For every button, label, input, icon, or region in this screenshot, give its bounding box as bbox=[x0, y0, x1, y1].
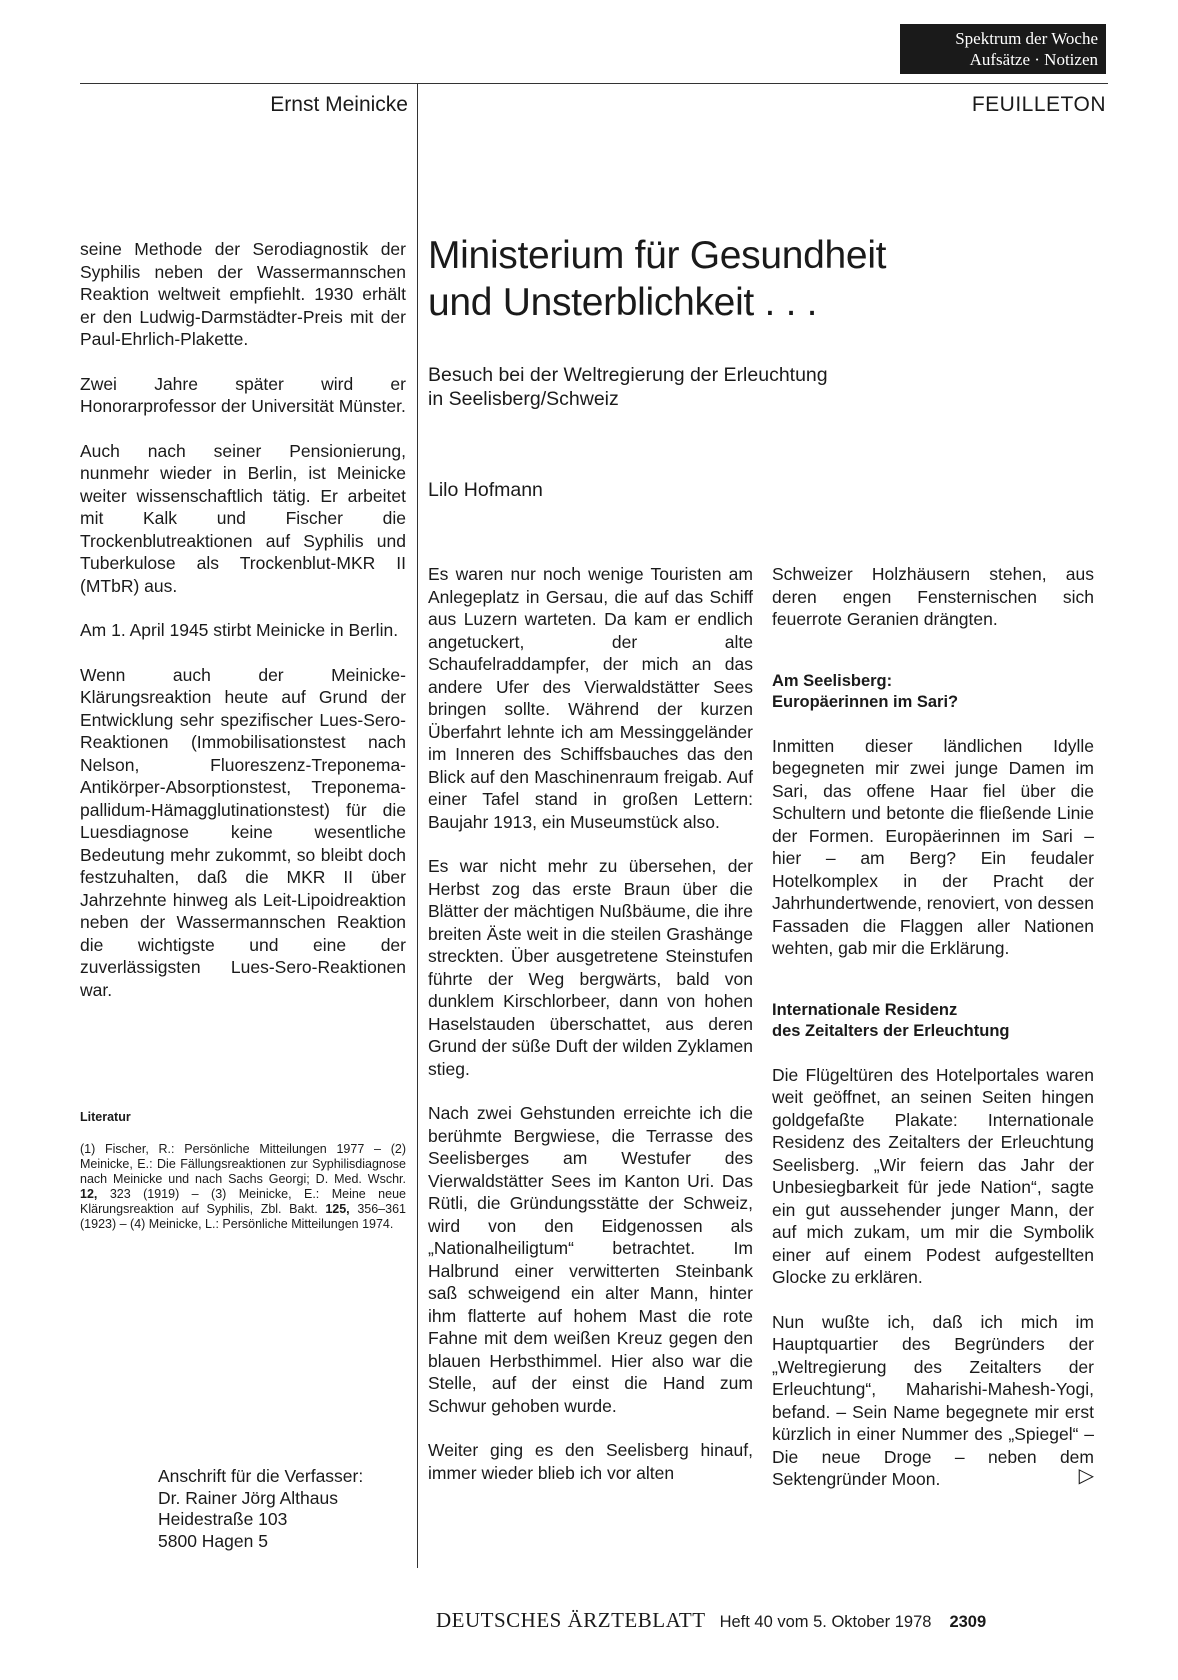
running-head-author: Ernst Meinicke bbox=[270, 93, 408, 116]
footer-journal-name: DEUTSCHES ÄRZTEBLATT bbox=[436, 1608, 706, 1632]
literature-list bbox=[80, 1142, 406, 1232]
article-paragraph-1: Es waren nur noch wenige Touristen am Anlegeplatz in Gersau, die auf das Schiff aus Luzern warteten. Da kam er endlich angetuckert, der alte Schaufelraddampfer, der mich an das andere Ufer des Vierwaldstätter Sees bringen sollte. Während der kurzen Überfahrt lehnte ich am Messinggeländer im Inneren des Schiffsbauches das den Blick auf den Maschinenraum freigab. Auf einer Tafel stand in großen Lettern: Baujahr 1913, ein Museumstück also. bbox=[428, 564, 753, 832]
headline-line-1: Ministerium für Gesundheit bbox=[428, 234, 887, 277]
literature-heading: Literatur bbox=[80, 1110, 131, 1124]
article-paragraph-7: Die Flügeltüren des Hotelportales waren weit geöffnet, an seinen Seiten hingen goldgefaßte Plakate: Internationale Residenz des Zeitalters der Erleuchtung Seelisberg. „Wir feiern das Jahr der Unbesiegbarkeit für jede Nation“, sagte ein gut aussehender junger Mann, der auf mich zukam, um mir die Symbolik einer auf einem Podest aufgestellten Glocke zu erklären. bbox=[772, 1064, 1094, 1287]
literature-part-1: (1) Fischer, R.: Persönliche Mitteilungen 1977 – (2) Meinicke, E.: Die Fällungsreaktionen zur Syphilisdiagnose nach Meinicke und nach Sachs Georgi; D. Med. Wschr. bbox=[80, 1142, 406, 1186]
literature-part-3: 356–361 (1923) – (4) Meinicke, L.: Persönliche Mitteilungen 1974. bbox=[80, 1202, 406, 1231]
article-headline bbox=[428, 232, 1068, 326]
article-paragraph-8-text: Nun wußte ich, daß ich mich im Hauptquartier des Begründers der „Weltregierung des Zeitalters der Erleuchtung“, Maharishi-Mahesh-Yogi, befand. – Sein Name begegnete mir erst kürzlich in einer Nummer des „Spiegel“ – Die neue Droge – neben dem Sektengründer Moon. bbox=[772, 1311, 1094, 1489]
running-head-section: FEUILLETON bbox=[971, 93, 1106, 116]
section-badge bbox=[900, 24, 1106, 74]
page-footer bbox=[436, 1608, 1098, 1633]
left-paragraph-3: Auch nach seiner Pensionierung, nunmehr wieder in Berlin, ist Meinicke weiter wissenschaftlich tätig. Er arbeitet mit Kalk und Fischer die Trockenblutreaktionen auf Syphilis und Tuberkulose als Trockenblut-MKR II (MTbR) aus. bbox=[80, 440, 406, 596]
column-divider bbox=[417, 83, 418, 1568]
subhead-line-1: Besuch bei der Weltregierung der Erleuchtung bbox=[428, 364, 828, 386]
literature-volume-2: 125, bbox=[325, 1202, 350, 1216]
article-paragraph-2: Es war nicht mehr zu übersehen, der Herbst zog das erste Braun über die Blätter der mächtigen Nußbäume, die ihre breiten Äste weit in die steilen Grashänge streckten. Über ausgetretene Steinstufen führte der Weg bergwärts, bald von dunklem Kirschlorbeer, dann von hohen Haselstauden überschattet, aus deren Grund der süße Duft der wilden Zyklamen stieg. bbox=[428, 856, 753, 1079]
left-column bbox=[80, 238, 406, 1023]
literature-part-2: 323 (1919) – (3) Meinicke, E.: Meine neue Klärungsreaktion auf Syphilis, Zbl. Bakt. bbox=[80, 1187, 406, 1216]
footer-page-number: 2309 bbox=[949, 1613, 987, 1631]
article-paragraph-8 bbox=[772, 1311, 1094, 1491]
header-rule bbox=[80, 83, 1108, 84]
address-line-3: Heidestraße 103 bbox=[158, 1509, 288, 1529]
left-paragraph-5: Wenn auch der Meinicke-Klärungsreaktion heute auf Grund der Entwicklung sehr spezifischer Lues-Sero-Reaktionen (Immobilisationstest nach Nelson, Fluoreszenz-Treponema-Antikörper-Absorptionstest, Treponema-pallidum-Hämagglutinationstest) für die Luesdiagnose keine wesentliche Bedeutung mehr zukommt, so bleibt doch festzuhalten, daß die MKR II über Jahrzehnte hinweg als Leit-Lipoidreaktion neben der Wassermannschen Reaktion die wichtigste und eine der zuverlässigsten Lues-Sero-Reaktionen war. bbox=[80, 664, 406, 1000]
article-column-2 bbox=[772, 563, 1094, 1513]
badge-line-2: Aufsätze · Notizen bbox=[969, 50, 1098, 69]
address-line-1: Anschrift für die Verfasser: bbox=[158, 1466, 364, 1486]
literature-volume-1: 12, bbox=[80, 1187, 98, 1201]
address-line-2: Dr. Rainer Jörg Althaus bbox=[158, 1487, 338, 1508]
badge-line-1: Spektrum der Woche bbox=[955, 29, 1098, 48]
left-paragraph-4: Am 1. April 1945 stirbt Meinicke in Berlin. bbox=[80, 620, 399, 640]
subhead-line-2: in Seelisberg/Schweiz bbox=[428, 388, 619, 410]
subtitle-residenz bbox=[772, 1000, 1094, 1042]
article-subhead bbox=[428, 363, 1068, 411]
article-paragraph-5: Schweizer Holzhäusern stehen, aus deren engen Fensternischen sich feuerrote Geranien drängten. bbox=[772, 564, 1094, 629]
article-paragraph-6: Inmitten dieser ländlichen Idylle begegneten mir zwei junge Damen im Sari, das offene Haar fiel über die Schultern und betonte die fließende Linie der Formen. Europäerinnen im Sari – hier – am Berg? Ein feudaler Hotelkomplex in der Pracht der Jahrhundertwende, renoviert, von dessen Fassaden die Flaggen aller Nationen wehten, gab mir die Erklärung. bbox=[772, 735, 1095, 958]
subtitle-seelisberg bbox=[772, 671, 1094, 713]
author-address bbox=[158, 1466, 408, 1552]
footer-issue: Heft 40 vom 5. Oktober 1978 bbox=[719, 1613, 932, 1631]
article-paragraph-3: Nach zwei Gehstunden erreichte ich die berühmte Bergwiese, die Terrasse des Seelisberges am Westufer des Vierwaldstätter Sees im Kanton Uri. Das Rütli, die Gründungsstätte der Schweiz, wird von den Eidgenossen als „Nationalheiligtum“ betrachtet. Im Halbrund einer verwitterten Steinbank saß schweigend ein alter Mann, hinter ihm flatterte auf hohem Mast die rote Fahne mit dem weißen Kreuz gegen den blauen Herbsthimmel. Hier also war die Stelle, auf der einst die Hand zum Schwur gehoben wurde. bbox=[428, 1103, 753, 1416]
article-byline: Lilo Hofmann bbox=[428, 479, 543, 501]
continue-arrow-icon: ▷ bbox=[1078, 1465, 1094, 1487]
subtitle-2-line-1: Internationale Residenz bbox=[772, 1000, 958, 1019]
headline-line-2: und Unsterblichkeit . . . bbox=[428, 281, 818, 324]
subtitle-1-line-1: Am Seelisberg: bbox=[772, 671, 893, 690]
left-paragraph-1: seine Methode der Serodiagnostik der Syphilis neben der Wassermannschen Reaktion weltweit empfiehlt. 1930 erhält er den Ludwig-Darmstädter-Preis mit der Paul-Ehrlich-Plakette. bbox=[80, 239, 406, 349]
article-column-1 bbox=[428, 563, 753, 1506]
subtitle-1-line-2: Europäerinnen im Sari? bbox=[772, 692, 959, 711]
article-paragraph-4: Weiter ging es den Seelisberg hinauf, immer wieder blieb ich vor alten bbox=[428, 1440, 753, 1483]
subtitle-2-line-2: des Zeitalters der Erleuchtung bbox=[772, 1021, 1010, 1040]
left-paragraph-2: Zwei Jahre später wird er Honorarprofessor der Universität Münster. bbox=[80, 373, 406, 416]
address-line-4: 5800 Hagen 5 bbox=[158, 1530, 268, 1551]
